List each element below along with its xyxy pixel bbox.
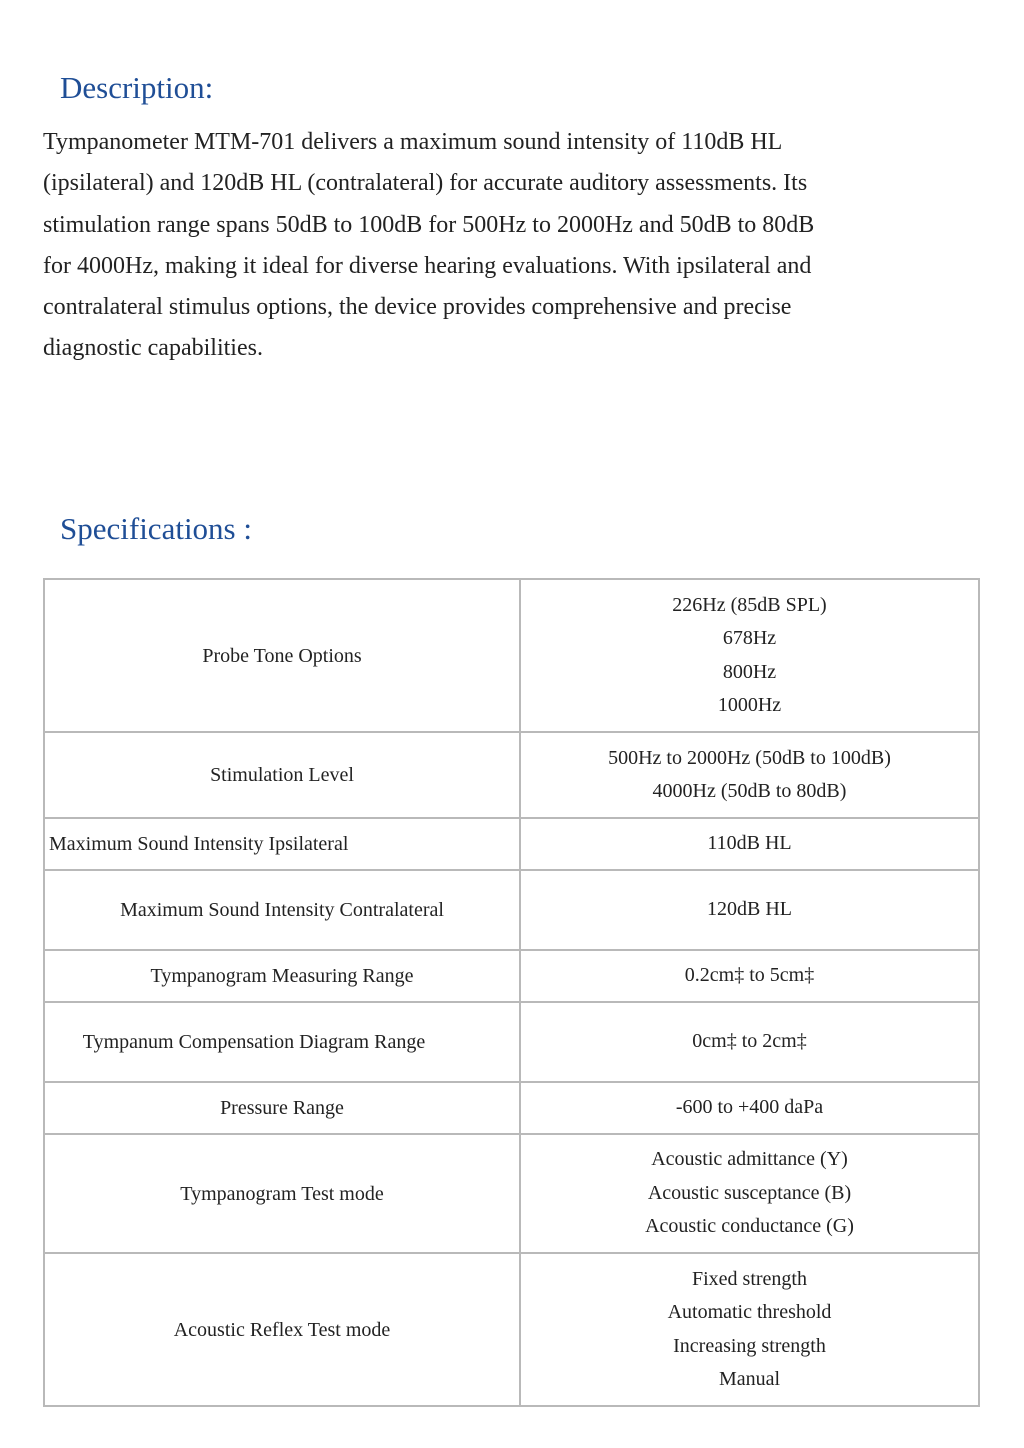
spec-param: Tympanum Compensation Diagram Range — [44, 1002, 520, 1082]
spec-value-line: Acoustic susceptance (B) — [647, 1181, 852, 1204]
spec-value-line: 0cm‡ to 2cm‡ — [692, 1030, 807, 1053]
description-heading: Description: — [60, 70, 214, 105]
spec-value-line: Automatic threshold — [667, 1301, 832, 1323]
spec-row-probe-tone — [44, 579, 979, 732]
spec-value-line: 226Hz (85dB SPL) — [672, 593, 827, 616]
description-text: Tympanometer MTM-701 delivers a maximum sound intensity of 110dB HL (ipsilateral) and 120dB HL (contralateral) for accurate auditory assessments. Its stimulation range spans 50dB to 100dB for 500Hz to 2000Hz and 50dB to 80dB for 4000Hz, making it ideal for diverse hearing evaluations. With ipsilateral and contralateral stimulus options, the device provides comprehensive and precise diagnostic capabilities. — [43, 129, 815, 362]
spec-value-line: Manual — [718, 1368, 781, 1390]
spec-value-line: Increasing strength — [673, 1334, 826, 1357]
spec-row-tympanogram-measuring-range — [44, 950, 979, 1002]
spec-row-acoustic-reflex-test-mode — [44, 1253, 979, 1406]
specifications-table — [43, 578, 980, 1407]
spec-row-stimulation-level — [44, 732, 979, 818]
spec-row-pressure-range — [44, 1082, 979, 1134]
spec-value — [520, 1082, 979, 1134]
spec-value-line: Acoustic admittance (Y) — [651, 1148, 848, 1171]
spec-value-line: 4000Hz (50dB to 80dB) — [652, 780, 847, 802]
spec-value — [520, 1134, 979, 1253]
spec-value-line: 120dB HL — [707, 898, 792, 921]
spec-value-line: 0.2cm‡ to 5cm‡ — [684, 964, 815, 987]
spec-param: Acoustic Reflex Test mode — [44, 1253, 520, 1406]
spec-value — [520, 818, 979, 870]
spec-param: Stimulation Level — [44, 732, 520, 818]
spec-param: Tympanogram Test mode — [44, 1134, 520, 1253]
spec-param: Maximum Sound Intensity Contralateral — [44, 870, 520, 950]
spec-value-line: 500Hz to 2000Hz (50dB to 100dB) — [608, 746, 891, 769]
spec-param: Pressure Range — [44, 1082, 520, 1134]
spec-value — [520, 1002, 979, 1082]
spec-value-line: 800Hz — [722, 660, 777, 683]
spec-value — [520, 950, 979, 1002]
specifications-heading: Specifications : — [60, 511, 252, 546]
spec-value — [520, 732, 979, 818]
spec-row-max-intensity-ipsilateral — [44, 818, 979, 870]
spec-value — [520, 870, 979, 950]
spec-value-line: 110dB HL — [707, 832, 792, 855]
spec-value — [520, 1253, 979, 1406]
spec-param: Probe Tone Options — [44, 579, 520, 732]
spec-value-line: Acoustic conductance (G) — [645, 1215, 854, 1238]
spec-value-line: -600 to +400 daPa — [675, 1096, 824, 1119]
spec-param: Maximum Sound Intensity Ipsilateral — [44, 818, 520, 870]
spec-param: Tympanogram Measuring Range — [44, 950, 520, 1002]
spec-row-max-intensity-contralateral — [44, 870, 979, 950]
spec-value-line: Fixed strength — [692, 1267, 807, 1290]
spec-value — [520, 579, 979, 732]
spec-row-tympanum-compensation-range — [44, 1002, 979, 1082]
spec-value-line: 678Hz — [722, 627, 777, 649]
spec-value-line: 1000Hz — [717, 694, 782, 716]
spec-row-tympanogram-test-mode — [44, 1134, 979, 1253]
